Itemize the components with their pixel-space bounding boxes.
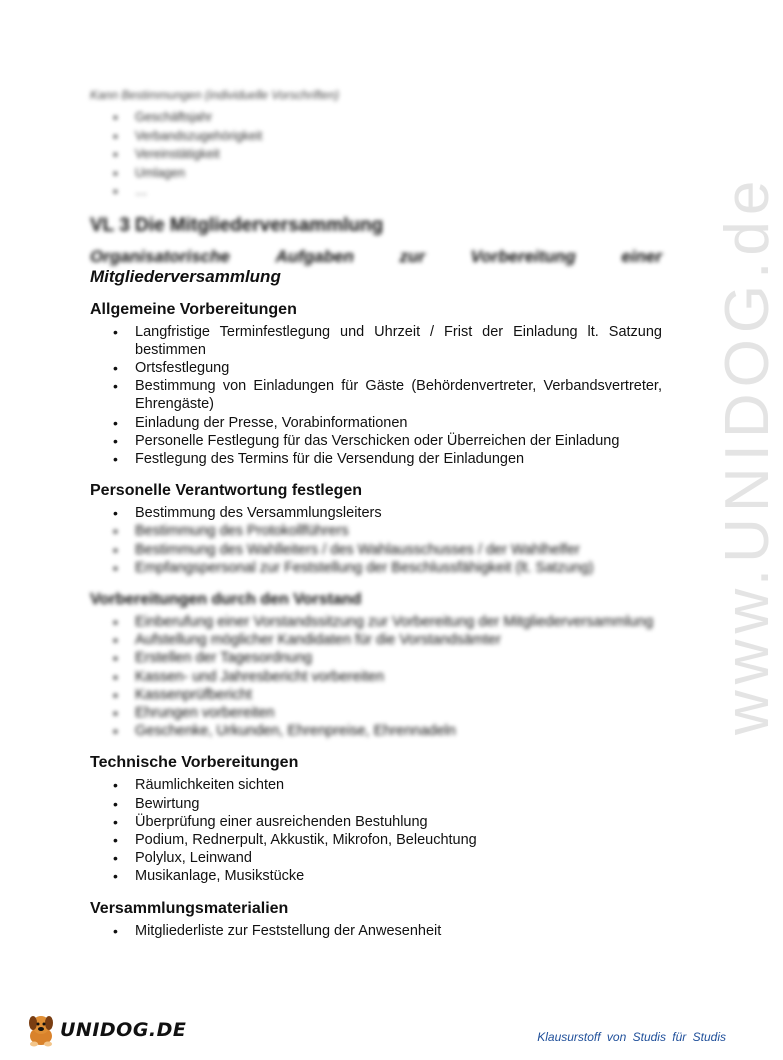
list-item: • Räumlichkeiten sichten — [90, 776, 662, 794]
unidog-logo[interactable] — [24, 1012, 186, 1048]
section-title: Versammlungsmaterialien — [90, 899, 289, 917]
personell-list-blurred — [90, 522, 662, 577]
list-item: • Empfangspersonal zur Feststellung der Beschlussfähigkeit (lt. Satzung) — [90, 559, 662, 577]
chapter-heading: VL 3 Die Mitgliederversammlung — [90, 214, 384, 236]
logo-text: UNIDOG.DE — [60, 1019, 187, 1041]
section-title: Personelle Verantwortung festlegen — [90, 482, 363, 500]
list-item: • Vereinstätigkeit — [90, 145, 662, 164]
section-personell — [90, 482, 662, 577]
kann-section — [90, 88, 662, 267]
list-item: • Mitgliederliste zur Feststellung der Anwesenheit — [90, 922, 662, 940]
section-allgemein — [90, 301, 662, 469]
section-materialien — [90, 900, 662, 940]
list-item: • Überprüfung einer ausreichenden Bestuhlung — [90, 813, 662, 831]
list-item: • Podium, Rednerpult, Akkustik, Mikrofon, Beleuchtung — [90, 831, 662, 849]
document-page: www.UNIDOG.de Kann Bestimmungen (individuelle Vorschriften) • Geschäftsjahr • Verbandszugehörigkeit • Vereinstätigkeit • Umlagen • … VL 3 Die Mitgliederversammlung Organisatorische Aufgaben zur Vorbereitung einer Mitgliederversammlung Allgemeine Vorbereitungen • Langfristige Terminfestlegung und Uhrzeit / Frist der Einladung lt. Satzung bestimmen • Ortsfestlegung • Bestimmung von Einladungen für Gäste (Behördenvertreter, Verbandsvertreter, Ehrengäste) • Einladung der Presse, Vorabinformationen • Personelle Festlegung für das Verschicken oder Überreichen der Einladung • Festlegung des Termins für die Versendung der Einladungen Personelle Verantwortung festlegen • Bestimmung des Versammlungsleiters • Bestimmung des Protokollführers • Bestimmung des Wahlleiters / des Wahlausschusses / der Wahlhelfer • Empfangspersonal zur Feststellung der Beschlussfähigkeit (lt. Satzung) Vorbereitungen durch den Vorstand • Einberufung einer Vorstandssitzung zur Vorbereitung der Mitgliederversammlung • Aufstellung möglicher Kandidaten für die Vorstandsämter • Erstellen der Tagesordnung • Kassen- und Jahresbericht vorbereiten • Kassenprüfbericht • Ehrungen vorbereiten • Geschenke, Urkunden, Ehrenpreise, Ehrennadeln Technische Vorbereitungen • Räumlichkeiten sichten • Bewirtung • Überprüfung einer ausreichenden Bestuhlung • Podium, Rednerpult, Akkustik, Mikrofon, Beleuchtung • Polylux, Leinwand • Musikanlage, Musikstücke Versammlungsmaterialien • Mitgliederliste zur Feststellung der Anwesenheit UNIDOG.DE Klausurstoff von Studis für Studis — [0, 0, 750, 1060]
section-technisch — [90, 754, 662, 885]
list-item: • Festlegung des Termins für die Versendung der Einladungen — [90, 450, 662, 468]
list-item: • Kassenprüfbericht — [90, 686, 662, 704]
materialien-list — [90, 922, 662, 940]
org-heading-line2: Mitgliederversammlung — [90, 266, 281, 286]
list-item: • Ehrungen vorbereiten — [90, 704, 662, 722]
list-item: • Ortsfestlegung — [90, 359, 662, 377]
list-item: • Geschenke, Urkunden, Ehrenpreise, Ehrennadeln — [90, 722, 662, 740]
list-item: • Polylux, Leinwand — [90, 849, 662, 867]
section-title: Technische Vorbereitungen — [90, 754, 299, 772]
section-title: Allgemeine Vorbereitungen — [90, 300, 297, 318]
section-title: Vorbereitungen durch den Vorstand — [90, 590, 362, 608]
list-item: • Verbandszugehörigkeit — [90, 127, 662, 146]
list-item: • Umlagen — [90, 164, 662, 183]
section-vorstand — [90, 591, 662, 740]
list-item: • Erstellen der Tagesordnung — [90, 649, 662, 667]
list-item: • Bestimmung des Versammlungsleiters — [90, 504, 662, 522]
list-item: • Einberufung einer Vorstandssitzung zur Vorbereitung der Mitgliederversammlung — [90, 613, 662, 631]
list-item: • Aufstellung möglicher Kandidaten für die Vorstandsämter — [90, 631, 662, 649]
org-heading-line1: Organisatorische Aufgaben zur Vorbereitung einer — [90, 246, 662, 266]
footer-tagline: Klausurstoff von Studis für Studis — [537, 1030, 726, 1044]
list-item: • … — [90, 182, 662, 201]
technisch-list — [90, 776, 662, 885]
list-item: • Kassen- und Jahresbericht vorbereiten — [90, 668, 662, 686]
list-item: • Bewirtung — [90, 795, 662, 813]
list-item: • Langfristige Terminfestlegung und Uhrzeit / Frist der Einladung lt. Satzung bestimmen — [90, 323, 662, 359]
allgemein-list — [90, 323, 662, 469]
document-body — [90, 88, 662, 940]
kann-list — [90, 108, 662, 201]
list-item: • Bestimmung des Wahlleiters / des Wahlausschusses / der Wahlhelfer — [90, 541, 662, 559]
list-item: • Bestimmung von Einladungen für Gäste (Behördenvertreter, Verbandsvertreter, Ehrengäste) — [90, 377, 662, 413]
personell-list — [90, 504, 662, 522]
kann-title: Kann Bestimmungen (individuelle Vorschriften) — [90, 88, 340, 102]
list-item: • Geschäftsjahr — [90, 108, 662, 127]
list-item: • Einladung der Presse, Vorabinformationen — [90, 414, 662, 432]
list-item: • Bestimmung des Protokollführers — [90, 522, 662, 540]
vorstand-list — [90, 613, 662, 740]
org-heading — [90, 247, 662, 267]
list-item: • Personelle Festlegung für das Verschicken oder Überreichen der Einladung — [90, 432, 662, 450]
list-item: • Musikanlage, Musikstücke — [90, 867, 662, 885]
dog-icon — [24, 1012, 58, 1048]
